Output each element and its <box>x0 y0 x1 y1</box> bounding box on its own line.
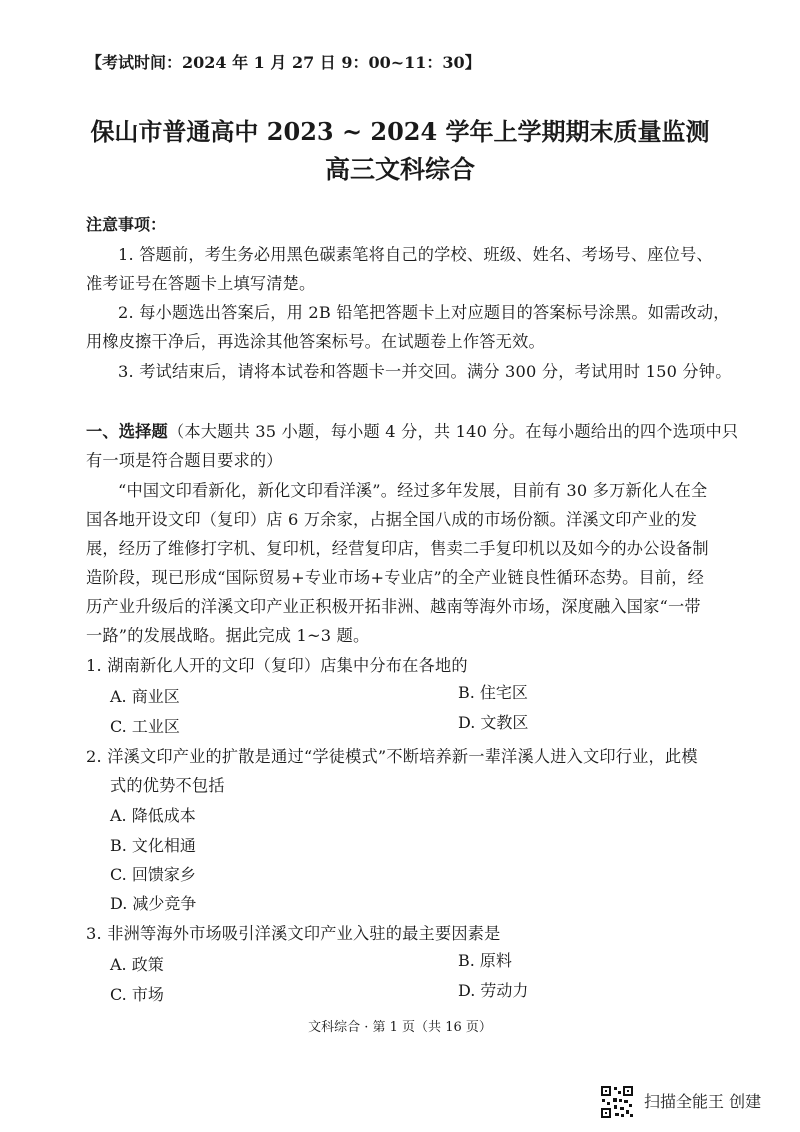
passage-line: 历产业升级后的洋溪文印产业正积极开拓非洲、越南等海外市场，深度融入国家“一带 <box>86 597 701 616</box>
option-c: C. 市场 <box>110 985 164 1004</box>
passage-line: 展，经历了维修打字机、复印机，经营复印店，售卖二手复印机以及如今的办公设备制 <box>86 539 709 558</box>
passage-line: 一路”的发展战略。据此完成 1~3 题。 <box>86 626 370 645</box>
notice-item: 2. 每小题选出答案后，用 2B 铅笔把答题卡上对应题目的答案标号涂黑。如需改动， <box>118 303 730 322</box>
question-stem-cont: 式的优势不包括 <box>110 776 225 795</box>
option-d: D. 减少竞争 <box>110 894 197 913</box>
exam-title: 保山市普通高中 2023 ~ 2024 学年上学期期末质量监测 <box>90 117 710 146</box>
exam-subtitle: 高三文科综合 <box>324 155 475 184</box>
section-heading <box>86 418 738 442</box>
scanner-watermark: 扫描全能王 创建 <box>644 1092 762 1111</box>
notice-heading: 注意事项： <box>86 215 167 234</box>
option-c: C. 工业区 <box>110 717 180 736</box>
option-a: A. 降低成本 <box>110 806 196 825</box>
option-a: A. 政策 <box>110 955 164 974</box>
passage-line: “中国文印看新化，新化文印看洋溪”。经过多年发展，目前有 30 多万新化人在全 <box>118 481 708 500</box>
option-c: C. 回馈家乡 <box>110 865 196 884</box>
page-footer: 文科综合 · 第 1 页（共 16 页） <box>308 1020 492 1035</box>
question-stem: 3. 非洲等海外市场吸引洋溪文印产业入驻的最主要因素是 <box>86 924 501 943</box>
notice-item: 3. 考试结束后，请将本试卷和答题卡一并交回。满分 300 分，考试用时 150 分钟。 <box>118 362 732 381</box>
option-b: B. 住宅区 <box>458 683 528 702</box>
passage-line: 造阶段，现已形成“国际贸易+专业市场+专业店”的全产业链良性循环态势。目前，经 <box>86 568 705 587</box>
option-d: D. 文教区 <box>458 713 529 732</box>
section-desc-cont: 有一项是符合题目要求的） <box>86 451 283 470</box>
qr-code-icon <box>600 1085 634 1119</box>
option-b: B. 文化相通 <box>110 836 196 855</box>
passage-line: 国各地开设文印（复印）店 6 万余家，占据全国八成的市场份额。洋溪文印产业的发 <box>86 510 698 529</box>
section-title: 一、选择题 <box>86 422 168 441</box>
section-desc: （本大题共 35 小题，每小题 4 分，共 140 分。在每小题给出的四个选项中只 <box>167 422 739 441</box>
notice-item: 1. 答题前，考生务必用黑色碳素笔将自己的学校、班级、姓名、考场号、座位号、 <box>118 245 713 264</box>
question-stem: 2. 洋溪文印产业的扩散是通过“学徒模式”不断培养新一辈洋溪人进入文印行业，此模 <box>86 747 698 766</box>
notice-item: 准考证号在答题卡上填写清楚。 <box>86 274 316 293</box>
option-d: D. 劳动力 <box>458 981 529 1000</box>
question-stem: 1. 湖南新化人开的文印（复印）店集中分布在各地的 <box>86 656 468 675</box>
option-b: B. 原料 <box>458 951 512 970</box>
notice-item: 用橡皮擦干净后，再选涂其他答案标号。在试题卷上作答无效。 <box>86 332 545 351</box>
exam-time: 【考试时间：2024 年 1 月 27 日 9：00~11：30】 <box>86 53 481 72</box>
option-a: A. 商业区 <box>110 687 180 706</box>
